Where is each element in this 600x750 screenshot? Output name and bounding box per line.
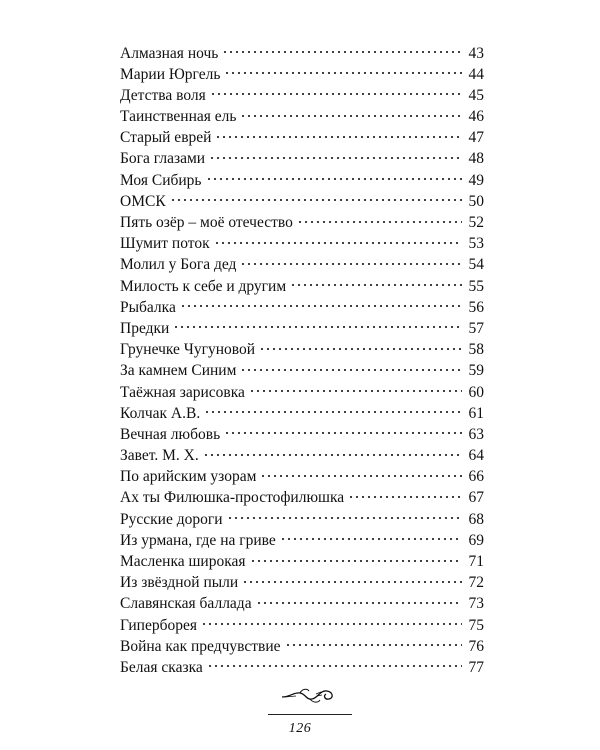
dot-leader [290,275,462,291]
toc-entry-page: 46 [468,108,484,126]
toc-entry-page: 45 [468,86,484,104]
toc-entry-title: Из звёздной пыли [120,574,239,592]
toc-entry [120,402,484,423]
dot-leader [240,106,462,122]
toc-entry-page: 60 [468,383,484,401]
toc-entry-title: Рыбалка [120,298,176,316]
dot-leader [222,42,462,58]
toc-entry-page: 56 [468,298,484,316]
dot-leader [210,84,462,100]
dot-leader [260,466,462,482]
table-of-contents [120,42,484,678]
toc-entry-title: По арийским узорам [120,468,257,486]
toc-entry-title: Колчак А.В. [120,404,201,422]
toc-entry [120,148,484,169]
toc-entry-page: 61 [468,404,484,422]
toc-entry [120,212,484,233]
toc-entry-page: 54 [468,256,484,274]
toc-entry-title: Моя Сибирь [120,171,202,189]
toc-entry-title: Война как предчувствие [120,637,281,655]
dot-leader [204,402,462,418]
toc-entry [120,635,484,656]
toc-entry-title: Бога глазами [120,150,206,168]
toc-entry-page: 71 [468,553,484,570]
flourish-ornament-icon [280,684,340,706]
dot-leader [203,445,462,461]
toc-entry-page: 58 [468,341,484,359]
toc-entry [120,614,484,635]
dot-leader [297,212,462,228]
toc-entry-page: 63 [468,425,484,443]
dot-leader [215,127,462,143]
toc-entry-page: 76 [468,637,484,655]
toc-entry [120,317,484,338]
dot-leader [240,254,462,270]
toc-entry-page: 44 [468,65,484,83]
toc-entry-page: 67 [468,489,484,507]
toc-entry-page: 64 [468,447,484,465]
dot-leader [249,381,462,397]
toc-entry-page: 43 [468,44,484,62]
dot-leader [206,169,463,185]
toc-entry-page: 75 [468,616,484,634]
dot-leader [285,635,462,651]
toc-entry [120,296,484,317]
toc-entry [120,42,484,63]
toc-entry-title: Из урмана, где на гриве [120,531,276,549]
toc-entry [120,84,484,105]
dot-leader [170,190,462,206]
toc-entry [120,254,484,275]
toc-entry-title: Предки [120,319,170,337]
toc-entry-title: Молил у Бога дед [120,256,237,274]
dot-leader [201,614,462,630]
toc-entry-page: 57 [468,319,484,337]
toc-entry [120,508,484,529]
toc-entry-title: Гиперборея [120,616,197,634]
dot-leader [173,317,462,333]
dot-leader [240,360,462,376]
dot-leader [207,656,462,672]
dot-leader [180,296,462,312]
toc-entry-page: 77 [468,658,484,676]
toc-entry [120,381,484,402]
toc-entry-title: ОМСК [120,192,166,210]
toc-entry-title: Марии Юргель [120,65,221,83]
toc-entry-title: Ах ты Филюшка-простофилюшка [120,489,345,507]
page-number: 126 [288,721,312,736]
toc-entry [120,572,484,593]
toc-entry-title: За камнем Синим [120,362,237,380]
toc-entry-page: 73 [468,595,484,613]
toc-entry [120,445,484,466]
toc-entry [120,466,484,487]
dot-leader [224,423,462,439]
toc-entry-page: 52 [468,214,484,231]
toc-entry [120,63,484,84]
dot-leader [250,551,462,567]
toc-entry-page: 55 [468,277,484,295]
dot-leader [256,593,462,609]
toc-entry-title: Детства воля [120,86,206,104]
toc-entry-title: Белая сказка [120,658,203,676]
dot-leader [280,529,462,545]
toc-entry-title: Алмазная ночь [120,44,219,62]
toc-entry-title: Грунечке Чугуновой [120,341,255,359]
toc-entry-page: 66 [468,468,484,486]
toc-entry [120,106,484,127]
toc-entry-page: 47 [468,129,484,147]
footer-rule [268,714,352,715]
toc-entry-page: 72 [468,574,484,592]
toc-entry-title: Вечная любовь [120,425,221,443]
toc-entry [120,339,484,360]
dot-leader [214,233,462,249]
toc-entry [120,275,484,296]
toc-entry-title: Милость к себе и другим [120,277,287,295]
toc-entry [120,127,484,148]
dot-leader [227,508,463,524]
dot-leader [348,487,462,503]
toc-entry-title: Славянская баллада [120,595,252,613]
dot-leader [259,339,462,355]
toc-entry-title: Завет. М. Х. [120,447,199,465]
toc-entry-page: 68 [468,510,484,528]
toc-entry [120,190,484,211]
toc-entry-title: Масленка широкая [120,553,246,570]
toc-entry-title: Таёжная зарисовка [120,383,245,401]
toc-entry-title: Таинственная ель [120,108,237,126]
toc-entry [120,169,484,190]
toc-entry-page: 69 [468,531,484,549]
toc-entry [120,656,484,677]
toc-entry [120,529,484,550]
toc-entry-page: 50 [468,192,484,210]
toc-entry-page: 48 [468,150,484,168]
toc-entry [120,487,484,508]
toc-entry-title: Шумит поток [120,235,210,253]
toc-entry [120,360,484,381]
toc-entry [120,423,484,444]
toc-entry-page: 49 [468,171,484,189]
toc-entry [120,551,484,572]
toc-entry [120,233,484,254]
toc-entry-title: Пять озёр – моё отечество [120,214,293,231]
toc-entry-page: 53 [468,235,484,253]
dot-leader [209,148,462,164]
toc-entry-title: Русские дороги [120,510,223,528]
toc-entry-page: 59 [468,362,484,380]
dot-leader [224,63,462,79]
dot-leader [242,572,462,588]
toc-entry-title: Старый еврей [120,129,212,147]
toc-entry [120,593,484,614]
